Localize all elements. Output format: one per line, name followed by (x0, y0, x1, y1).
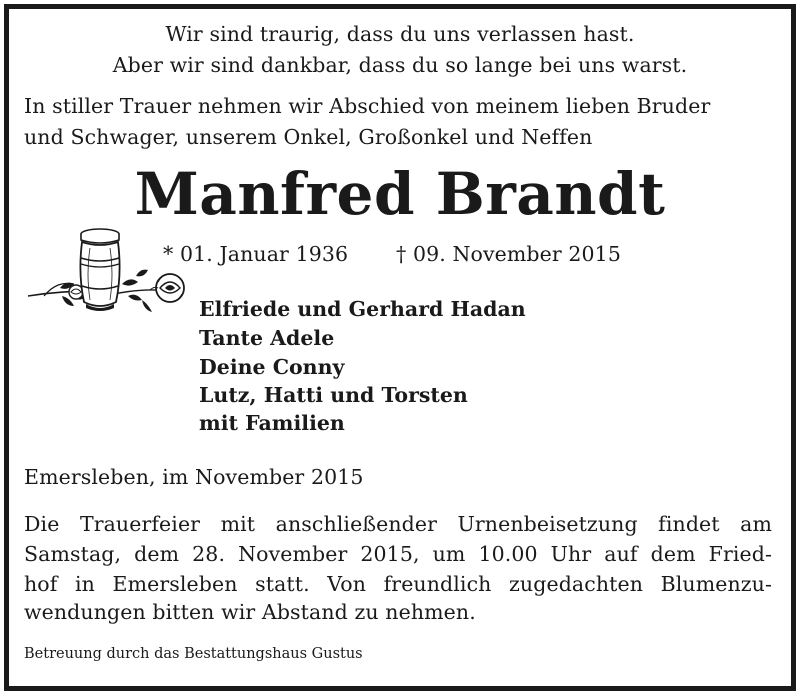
service-line-4: wendungen bitten wir Abstand zu nehmen. (24, 600, 476, 624)
service-line-2: Samstag, dem 28. November 2015, um 10.00 Uhr auf dem Fried- (24, 542, 772, 566)
mourner-line: mit Familien (199, 411, 345, 435)
place-date: Emersleben, im November 2015 (24, 465, 364, 489)
intro-line-1: In stiller Trauer nehmen wir Abschied von meinem lieben Bruder (24, 94, 711, 118)
verse-line-1: Wir sind traurig, dass du uns verlassen hast. (165, 22, 635, 46)
deceased-name: Manfred Brandt (134, 160, 666, 228)
intro-line-2: und Schwager, unserem Onkel, Großonkel und Neffen (24, 125, 593, 149)
death-date: † 09. November 2015 (396, 242, 621, 266)
mourner-line: Elfriede und Gerhard Hadan (199, 297, 526, 321)
verse-line-2: Aber wir sind dankbar, dass du so lange bei uns warst. (112, 53, 688, 77)
urn-icon (24, 224, 194, 316)
mourner-line: Deine Conny (199, 355, 345, 379)
mourner-line: Lutz, Hatti und Torsten (199, 383, 468, 407)
mourner-line: Tante Adele (199, 326, 335, 350)
funeral-home-credit: Betreuung durch das Bestattungshaus Gustus (24, 646, 363, 662)
service-line-1: Die Trauerfeier mit anschließender Urnenbeisetzung findet am (24, 512, 772, 536)
service-line-3: hof in Emersleben statt. Von freundlich zugedachten Blumenzu- (24, 572, 772, 596)
birth-date: * 01. Januar 1936 (163, 242, 349, 266)
